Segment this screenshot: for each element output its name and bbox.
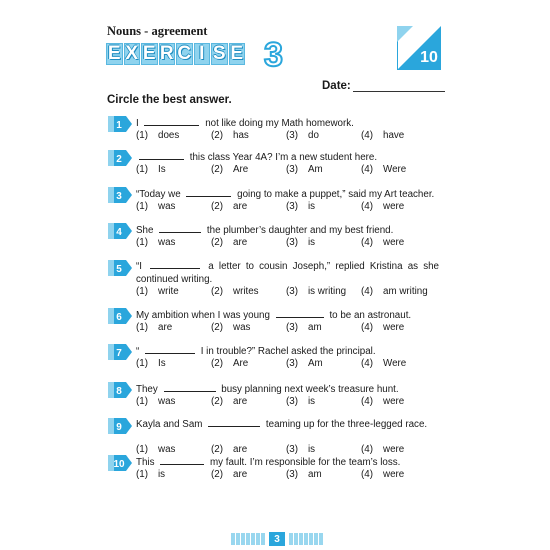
answer-option[interactable] xyxy=(361,130,436,141)
answer-option[interactable] xyxy=(136,164,211,175)
answer-option[interactable] xyxy=(136,469,211,480)
answer-blank[interactable] xyxy=(139,152,184,160)
question-text xyxy=(136,309,439,322)
option-text: is xyxy=(158,469,166,480)
question-text xyxy=(136,224,439,237)
footer-tiles-right xyxy=(289,533,323,545)
option-text: Am xyxy=(308,358,323,369)
answer-option[interactable] xyxy=(361,201,436,212)
option-text: write xyxy=(158,286,179,297)
option-text: has xyxy=(233,130,249,141)
option-text: were xyxy=(383,201,405,212)
answer-option[interactable] xyxy=(286,130,361,141)
option-text: have xyxy=(383,130,405,141)
option-number: (1) xyxy=(136,130,148,141)
answer-blank[interactable] xyxy=(144,118,199,126)
question-number-badge xyxy=(108,187,132,203)
option-number: (4) xyxy=(361,322,373,333)
date-label: Date: xyxy=(322,80,351,92)
option-text: was xyxy=(158,201,176,212)
answer-option[interactable] xyxy=(286,322,361,333)
option-number: (4) xyxy=(361,469,373,480)
footer-tiles-left xyxy=(231,533,265,545)
answer-option[interactable] xyxy=(211,358,286,369)
option-text: were xyxy=(383,469,405,480)
question-text-before: “I xyxy=(136,261,142,272)
option-number: (4) xyxy=(361,286,373,297)
option-number: (3) xyxy=(286,130,298,141)
exercise-letter: C xyxy=(177,43,192,64)
exercise-letter: E xyxy=(107,43,121,64)
exercise-letter: I xyxy=(194,43,211,65)
option-text: is xyxy=(308,237,316,248)
question-number: 6 xyxy=(116,312,122,323)
option-number: (1) xyxy=(136,322,148,333)
option-number: (4) xyxy=(361,396,373,407)
answer-option[interactable] xyxy=(136,358,211,369)
option-text: was xyxy=(233,322,251,333)
answer-option[interactable] xyxy=(211,396,286,407)
question-text-before: This xyxy=(136,457,155,468)
answer-option[interactable] xyxy=(286,286,361,297)
answer-option[interactable] xyxy=(211,469,286,480)
question-text xyxy=(136,345,439,358)
exercise-letter: R xyxy=(159,43,174,64)
answer-options xyxy=(136,130,439,141)
question-text-after: this class Year 4A? I’m a new student here. xyxy=(189,152,378,163)
question-text-before: They xyxy=(136,384,158,395)
answer-options xyxy=(136,444,439,455)
answer-option[interactable] xyxy=(211,444,286,455)
question-number-badge xyxy=(108,260,132,276)
question-number-badge xyxy=(108,150,132,166)
answer-option[interactable] xyxy=(286,358,361,369)
answer-option[interactable] xyxy=(136,201,211,212)
option-number: (4) xyxy=(361,237,373,248)
question-number-badge xyxy=(108,418,132,434)
option-text: Were xyxy=(383,358,407,369)
answer-option[interactable] xyxy=(286,444,361,455)
option-number: (4) xyxy=(361,444,373,455)
question-number-badge xyxy=(108,382,132,398)
option-number: (1) xyxy=(136,286,148,297)
question-text xyxy=(136,151,439,164)
question-text-after: not like doing my Math homework. xyxy=(205,118,354,129)
option-number: (2) xyxy=(211,358,223,369)
answer-options xyxy=(136,322,439,333)
date-field[interactable] xyxy=(322,80,445,92)
question-number-badge xyxy=(108,308,132,324)
question-text xyxy=(136,383,439,396)
option-number: (1) xyxy=(136,358,148,369)
exercise-number: 3 xyxy=(264,36,283,74)
option-number: (3) xyxy=(286,237,298,248)
option-number: (4) xyxy=(361,164,373,175)
question-number-badge xyxy=(108,344,132,360)
option-number: (2) xyxy=(211,164,223,175)
option-text: is xyxy=(308,444,316,455)
answer-option[interactable] xyxy=(136,444,211,455)
option-text: Is xyxy=(158,358,166,369)
option-number: (3) xyxy=(286,444,298,455)
answer-blank[interactable] xyxy=(159,225,201,233)
question-text xyxy=(136,188,439,201)
answer-options xyxy=(136,469,439,480)
question-text-after: my fault. I’m responsible for the team’s loss. xyxy=(209,457,401,468)
answer-option[interactable] xyxy=(286,237,361,248)
option-number: (3) xyxy=(286,469,298,480)
question-text-after: going to make a puppet,” said my Art teacher. xyxy=(237,189,435,200)
option-number: (1) xyxy=(136,469,148,480)
question-number: 9 xyxy=(116,422,122,433)
answer-options xyxy=(136,164,439,175)
option-text: were xyxy=(383,322,405,333)
answer-option[interactable] xyxy=(361,444,436,455)
answer-options xyxy=(136,358,439,369)
option-number: (1) xyxy=(136,444,148,455)
answer-option[interactable] xyxy=(136,396,211,407)
option-number: (2) xyxy=(211,286,223,297)
answer-option[interactable] xyxy=(136,237,211,248)
option-text: am xyxy=(308,469,322,480)
option-number: (2) xyxy=(211,130,223,141)
instruction: Circle the best answer. xyxy=(107,94,232,106)
question-number-badge xyxy=(108,116,132,132)
answer-options xyxy=(136,286,439,297)
option-number: (1) xyxy=(136,164,148,175)
question-text-after: busy planning next week’s treasure hunt. xyxy=(221,384,399,395)
exercise-banner xyxy=(106,43,245,65)
option-text: Is xyxy=(158,164,166,175)
option-text: are xyxy=(233,444,248,455)
question-text-before: Kayla and Sam xyxy=(136,419,203,430)
option-number: (1) xyxy=(136,396,148,407)
option-text: writes xyxy=(233,286,259,297)
answer-option[interactable] xyxy=(286,201,361,212)
option-text: are xyxy=(158,322,173,333)
question-text-after: a letter to cousin Joseph,” replied Kristina as she continued writing. xyxy=(136,261,439,285)
answer-blank[interactable] xyxy=(276,310,324,318)
question-text-before: I xyxy=(136,118,139,129)
question-number: 10 xyxy=(113,459,125,470)
option-text: am writing xyxy=(383,286,428,297)
option-text: does xyxy=(158,130,180,141)
option-number: (3) xyxy=(286,164,298,175)
option-number: (3) xyxy=(286,358,298,369)
option-number: (3) xyxy=(286,201,298,212)
level-badge xyxy=(397,26,441,70)
option-number: (4) xyxy=(361,358,373,369)
answer-option[interactable] xyxy=(211,237,286,248)
option-number: (2) xyxy=(211,396,223,407)
option-text: is xyxy=(308,396,316,407)
question-number-badge xyxy=(108,223,132,239)
option-number: (1) xyxy=(136,201,148,212)
question-text-after: I in trouble?” Rachel asked the principal. xyxy=(200,346,376,357)
option-text: was xyxy=(158,396,176,407)
answer-option[interactable] xyxy=(361,286,436,297)
question-text-after: to be an astronaut. xyxy=(329,310,412,321)
option-number: (4) xyxy=(361,130,373,141)
option-text: was xyxy=(158,444,176,455)
exercise-letter: S xyxy=(212,43,226,64)
question-number: 5 xyxy=(116,264,122,275)
exercise-letter: X xyxy=(125,43,139,64)
question-number-badge xyxy=(108,455,132,471)
question-text xyxy=(136,456,439,469)
answer-option[interactable] xyxy=(136,322,211,333)
answer-option[interactable] xyxy=(136,286,211,297)
option-text: are xyxy=(233,237,248,248)
answer-option[interactable] xyxy=(286,469,361,480)
question-text-after: the plumber’s daughter and my best friend. xyxy=(206,225,394,236)
question-text xyxy=(136,418,439,431)
option-number: (3) xyxy=(286,286,298,297)
option-text: Are xyxy=(233,164,249,175)
exercise-letter: E xyxy=(230,43,244,64)
answer-options xyxy=(136,201,439,212)
option-text: was xyxy=(158,237,176,248)
question-number: 7 xyxy=(116,348,122,359)
answer-blank[interactable] xyxy=(186,189,231,197)
level-number: 10 xyxy=(420,49,438,66)
question-number: 3 xyxy=(116,191,122,202)
option-text: Am xyxy=(308,164,323,175)
topic-heading: Nouns - agreement xyxy=(107,24,208,38)
answer-option[interactable] xyxy=(211,164,286,175)
page-footer xyxy=(231,532,323,546)
page-number: 3 xyxy=(269,532,285,546)
option-text: do xyxy=(308,130,319,141)
option-number: (1) xyxy=(136,237,148,248)
answer-option[interactable] xyxy=(136,130,211,141)
option-text: am xyxy=(308,322,322,333)
date-line xyxy=(353,82,445,92)
question-text-before: She xyxy=(136,225,154,236)
option-number: (2) xyxy=(211,469,223,480)
option-text: are xyxy=(233,201,248,212)
option-text: is xyxy=(308,201,316,212)
answer-options xyxy=(136,396,439,407)
answer-option[interactable] xyxy=(361,396,436,407)
question-text xyxy=(136,260,439,286)
question-number: 4 xyxy=(116,227,122,238)
answer-option[interactable] xyxy=(361,237,436,248)
answer-option[interactable] xyxy=(286,164,361,175)
answer-option[interactable] xyxy=(211,201,286,212)
option-text: is writing xyxy=(308,286,347,297)
answer-options xyxy=(136,237,439,248)
option-number: (2) xyxy=(211,444,223,455)
question-number: 2 xyxy=(116,154,122,165)
question-text xyxy=(136,117,439,130)
option-number: (3) xyxy=(286,396,298,407)
question-text-after: teaming up for the three-legged race. xyxy=(265,419,428,430)
option-text: Were xyxy=(383,164,407,175)
option-text: were xyxy=(383,444,405,455)
answer-blank[interactable] xyxy=(208,419,260,427)
question-text-before: “Today we xyxy=(136,189,181,200)
answer-blank[interactable] xyxy=(164,384,216,392)
option-number: (2) xyxy=(211,237,223,248)
answer-blank[interactable] xyxy=(145,346,195,354)
answer-option[interactable] xyxy=(211,286,286,297)
option-text: were xyxy=(383,396,405,407)
answer-option[interactable] xyxy=(211,322,286,333)
exercise-letter: E xyxy=(142,43,156,64)
option-text: are xyxy=(233,469,248,480)
answer-option[interactable] xyxy=(361,358,436,369)
option-text: Are xyxy=(233,358,249,369)
option-number: (2) xyxy=(211,201,223,212)
option-number: (2) xyxy=(211,322,223,333)
answer-option[interactable] xyxy=(361,469,436,480)
answer-blank[interactable] xyxy=(150,261,200,269)
question-number: 8 xyxy=(116,386,122,397)
question-number: 1 xyxy=(116,120,122,131)
answer-option[interactable] xyxy=(361,164,436,175)
question-text-before: “ xyxy=(136,346,140,357)
option-number: (3) xyxy=(286,322,298,333)
answer-option[interactable] xyxy=(361,322,436,333)
question-text-before: My ambition when I was young xyxy=(136,310,270,321)
option-text: were xyxy=(383,237,405,248)
answer-option[interactable] xyxy=(286,396,361,407)
option-text: are xyxy=(233,396,248,407)
option-number: (4) xyxy=(361,201,373,212)
answer-option[interactable] xyxy=(211,130,286,141)
answer-blank[interactable] xyxy=(160,457,204,465)
